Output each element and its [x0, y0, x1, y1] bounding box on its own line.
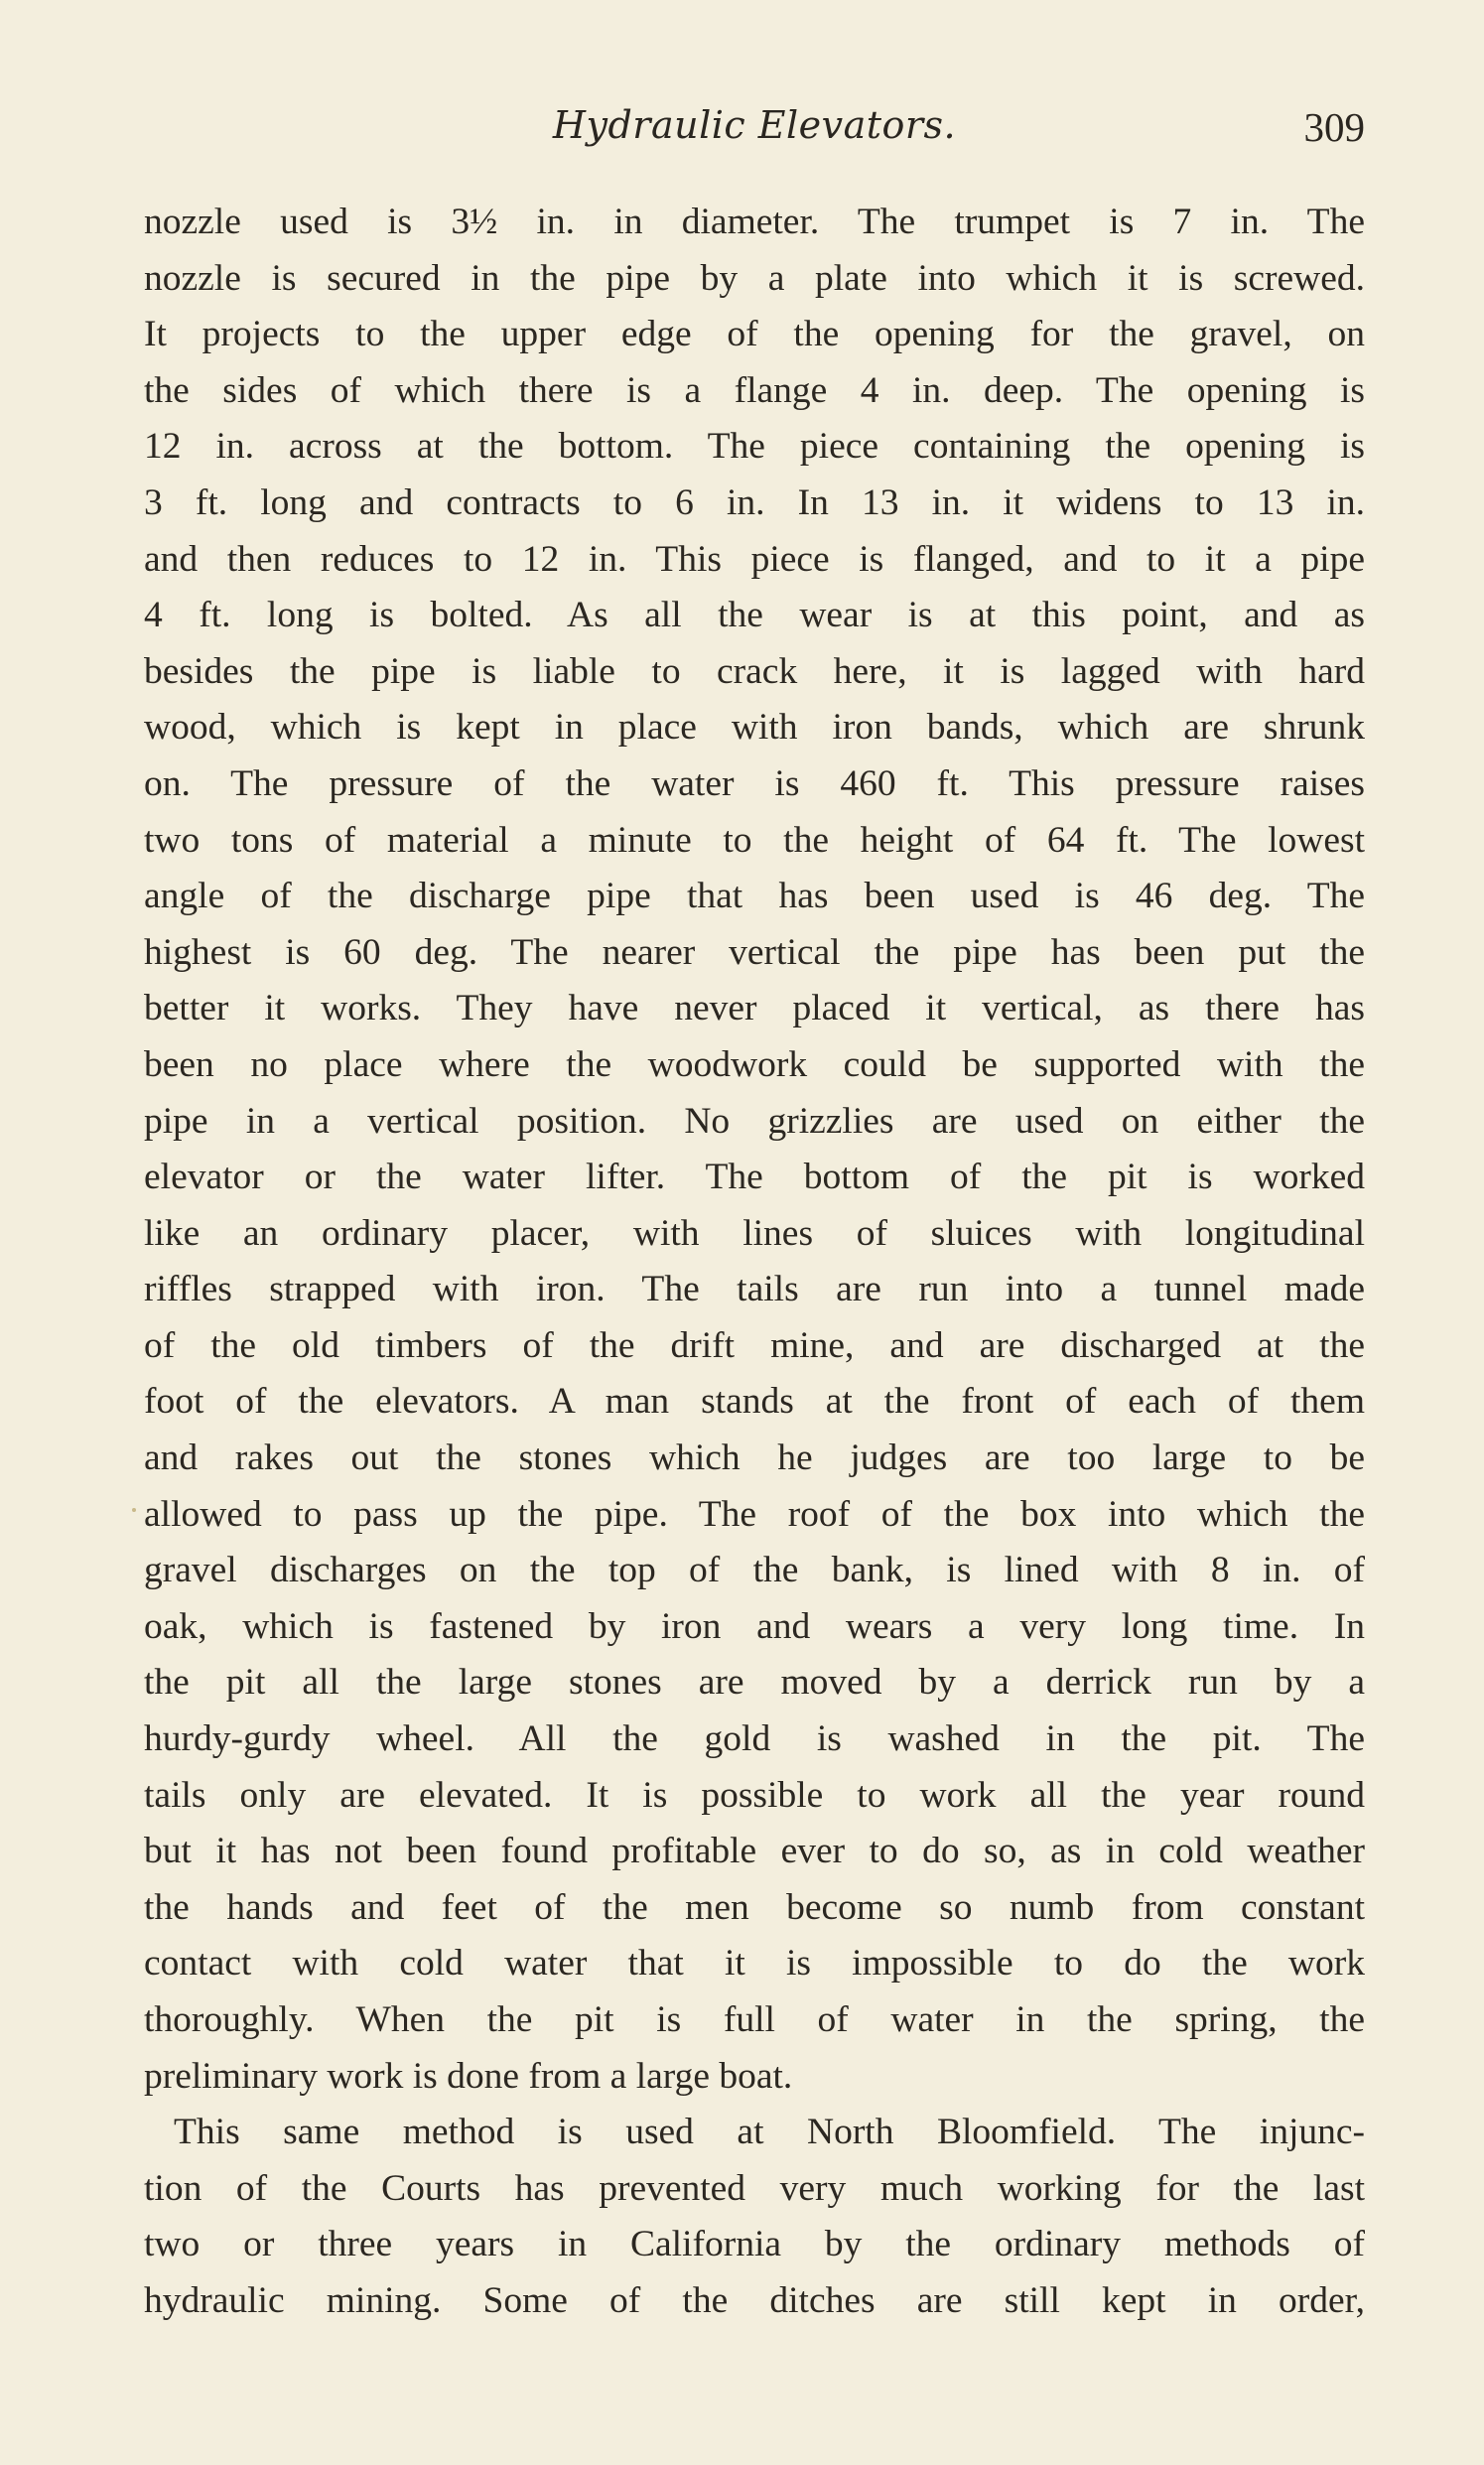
text-line: nozzle used is 3½ in. in diameter. The trumpet is 7 in. The [144, 202, 1365, 242]
paper-speck [132, 1508, 136, 1512]
text-line: and then reduces to 12 in. This piece is flanged, and to it a pipe [144, 538, 1365, 580]
text-line: gravel discharges on the top of the bank, is lined with 8 in. of [144, 1550, 1365, 1591]
text-line: angle of the discharge pipe that has been used is 46 deg. The [144, 876, 1365, 917]
text-line: tails only are elevated. It is possible to work all the year round [144, 1774, 1365, 1816]
text-line: on. The pressure of the water is 460 ft. This pressure raises [144, 762, 1365, 804]
text-line: highest is 60 deg. The nearer vertical the pipe has been put the [144, 931, 1365, 973]
text-line: It projects to the upper edge of the opening for the gravel, on [144, 314, 1365, 355]
text-line: riffles strapped with iron. The tails are run into a tunnel made [144, 1269, 1365, 1310]
text-line: nozzle is secured in the pipe by a plate into which it is screwed. [144, 257, 1365, 299]
text-line: the sides of which there is a flange 4 in. deep. The opening is [144, 369, 1365, 411]
text-line: elevator or the water lifter. The bottom of the pit is worked [144, 1157, 1365, 1198]
text-line: hydraulic mining. Some of the ditches are still kept in order, [144, 2279, 1365, 2321]
text-line: preliminary work is done from a large boat. [144, 2055, 793, 2097]
text-line: better it works. They have never placed it vertical, as there has [144, 988, 1365, 1029]
page-header [144, 95, 1365, 155]
text-line: tion of the Courts has prevented very much working for the last [144, 2167, 1365, 2209]
text-line: of the old timbers of the drift mine, and are discharged at the [144, 1324, 1365, 1366]
text-line: 4 ft. long is bolted. As all the wear is at this point, and as [144, 595, 1365, 636]
text-line: the pit all the large stones are moved by a derrick run by a [144, 1662, 1365, 1704]
text-line: hurdy-gurdy wheel. All the gold is washed in the pit. The [144, 1718, 1365, 1760]
text-line: two tons of material a minute to the height of 64 ft. The lowest [144, 819, 1365, 861]
body-text [144, 195, 1365, 2330]
text-line: two or three years in California by the ordinary methods of [144, 2224, 1365, 2265]
text-line: contact with cold water that it is impossible to do the work [144, 1943, 1365, 1985]
text-line: besides the pipe is liable to crack here, it is lagged with hard [144, 650, 1365, 692]
text-line: 12 in. across at the bottom. The piece containing the opening is [144, 426, 1365, 468]
running-title: Hydraulic Elevators. [552, 103, 957, 147]
text-line: pipe in a vertical position. No grizzlies are used on either the [144, 1100, 1365, 1142]
text-line: allowed to pass up the pipe. The roof of the box into which the [144, 1493, 1365, 1535]
text-line: but it has not been found profitable ever to do so, as in cold weather [144, 1831, 1365, 1872]
text-line: and rakes out the stones which he judges are too large to be [144, 1438, 1365, 1479]
text-line: oak, which is fastened by iron and wears a very long time. In [144, 1605, 1365, 1647]
text-line: foot of the elevators. A man stands at the front of each of them [144, 1381, 1365, 1423]
text-line: been no place where the woodwork could be supported with the [144, 1043, 1365, 1085]
text-line: like an ordinary placer, with lines of sluices with longitudinal [144, 1212, 1365, 1254]
text-line: the hands and feet of the men become so numb from constant [144, 1886, 1365, 1928]
page-number: 309 [1303, 104, 1365, 150]
text-line: This same method is used at North Bloomfield. The injunc- [174, 2112, 1365, 2153]
text-line: thoroughly. When the pit is full of water in the spring, the [144, 1999, 1365, 2040]
text-line: 3 ft. long and contracts to 6 in. In 13 in. it widens to 13 in. [144, 481, 1365, 523]
text-line: wood, which is kept in place with iron bands, which are shrunk [144, 707, 1365, 749]
